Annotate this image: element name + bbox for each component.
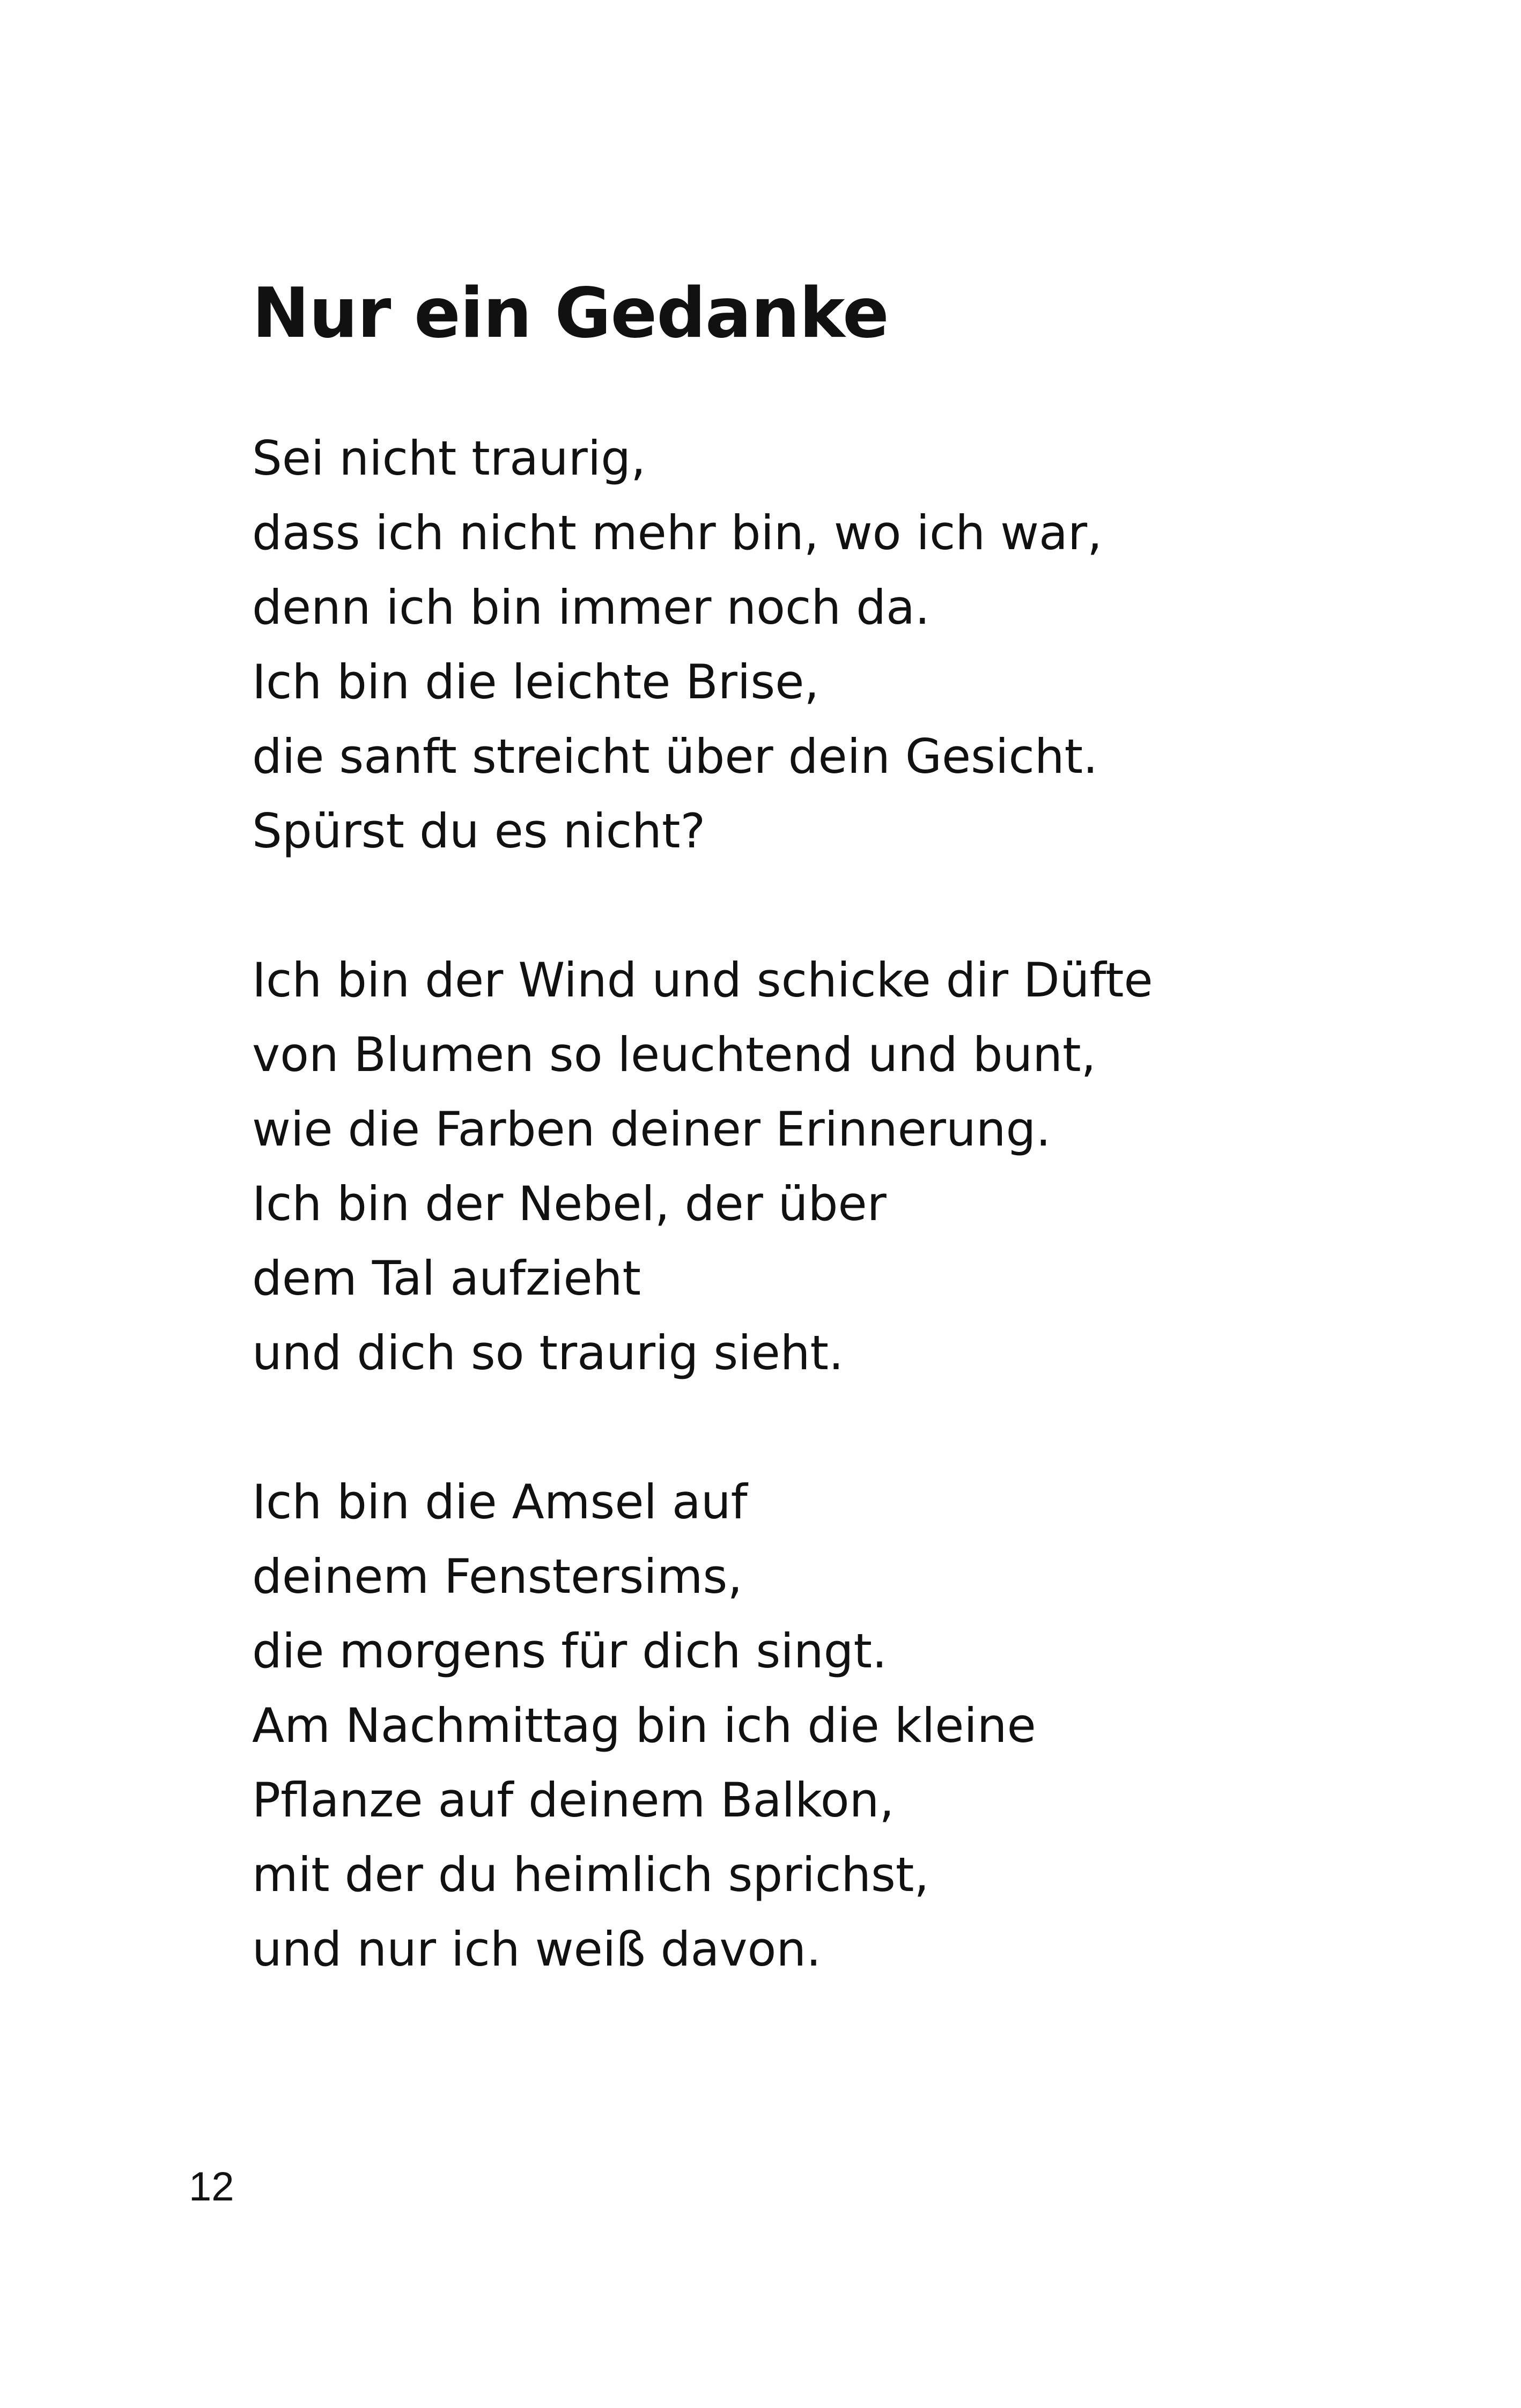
- poem-line: die morgens für dich singt.: [252, 1623, 887, 1679]
- poem-line: denn ich bin immer noch da.: [252, 580, 930, 635]
- poem-line: und nur ich weiß davon.: [252, 1922, 822, 1977]
- poem-line: von Blumen so leuchtend und bunt,: [252, 1027, 1096, 1082]
- poem-line: Ich bin die leichte Brise,: [252, 654, 819, 710]
- poem-line: Ich bin der Nebel, der über: [252, 1176, 887, 1231]
- poem-title: Nur ein Gedanke: [252, 274, 889, 353]
- stanza-2: [252, 943, 1432, 1390]
- poem-body: [252, 421, 1432, 1986]
- stanza-1: [252, 421, 1432, 868]
- poem-line: dem Tal aufzieht: [252, 1251, 641, 1306]
- poem-line: Spürst du es nicht?: [252, 803, 706, 859]
- page-number: 12: [189, 2164, 234, 2210]
- stanza-3: [252, 1465, 1432, 1986]
- poem-line: Ich bin der Wind und schicke dir Düfte: [252, 952, 1153, 1008]
- poem-line: wie die Farben deiner Erinnerung.: [252, 1102, 1051, 1157]
- poem-line: Ich bin die Amsel auf: [252, 1474, 748, 1530]
- poem-line: Am Nachmittag bin ich die kleine: [252, 1698, 1036, 1753]
- poem-line: dass ich nicht mehr bin, wo ich war,: [252, 505, 1103, 560]
- poem-line: die sanft streicht über dein Gesicht.: [252, 729, 1098, 784]
- poem-line: Pflanze auf deinem Balkon,: [252, 1772, 895, 1828]
- poem-line: und dich so traurig sieht.: [252, 1325, 844, 1380]
- poem-line: deinem Fenstersims,: [252, 1549, 743, 1604]
- poem-line: Sei nicht traurig,: [252, 431, 646, 486]
- poem-line: mit der du heimlich sprichst,: [252, 1847, 929, 1902]
